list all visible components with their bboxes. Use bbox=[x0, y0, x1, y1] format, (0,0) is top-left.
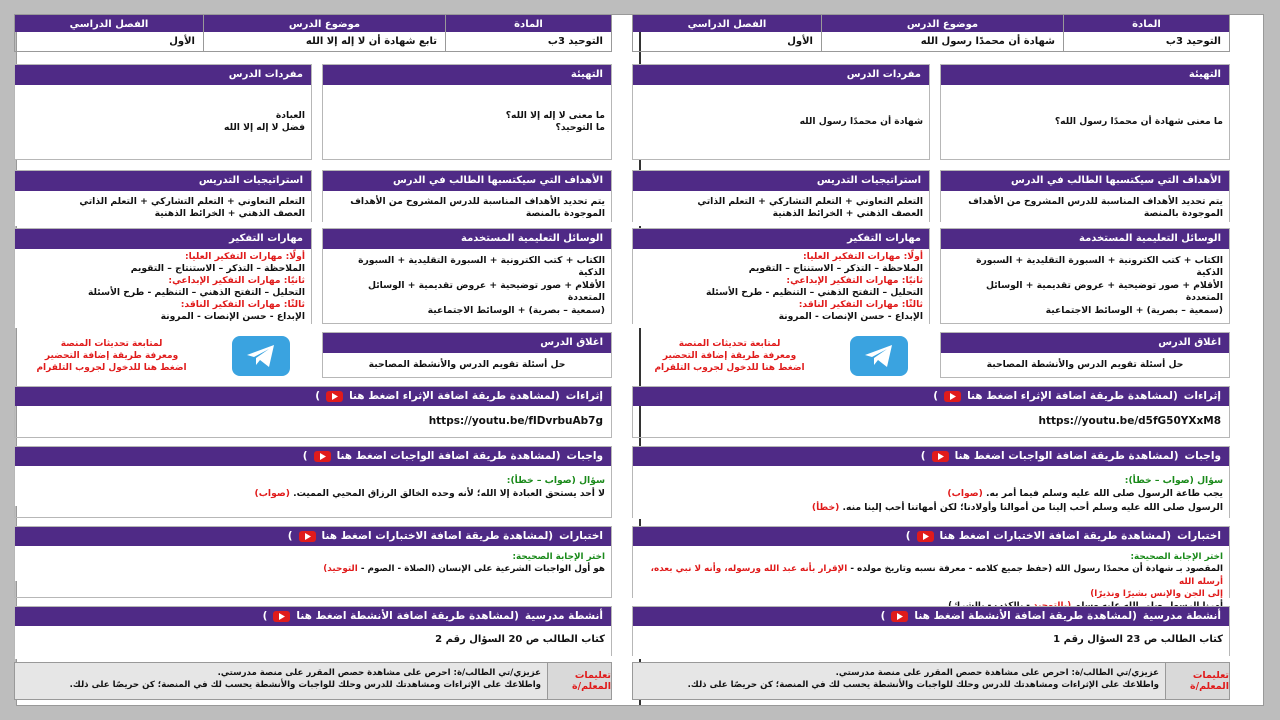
goals-title: الأهداف التي سيكتسبها الطالب في الدرس bbox=[941, 171, 1229, 191]
vocab-title: مفردات الدرس bbox=[15, 65, 311, 85]
teacher-instructions-line-2: واطلاعك على الإثراءات ومشاهدتك للدرس وحلك للواجبات والأنشطة يحسب لك في المنصة؛ كن حريصًا على ذلك. bbox=[69, 680, 541, 691]
teacher-instructions-text bbox=[15, 663, 547, 699]
youtube-icon[interactable] bbox=[299, 531, 316, 542]
warmup-title: التهيئة bbox=[941, 65, 1229, 85]
tests-close-paren: ) bbox=[287, 530, 293, 542]
lesson-page-1 bbox=[632, 14, 1230, 692]
aids-panel bbox=[940, 228, 1230, 324]
homework-q2-answer: (خطأ) bbox=[811, 501, 840, 513]
youtube-icon[interactable] bbox=[326, 391, 343, 402]
strategies-title: استراتيجيات التدريس bbox=[633, 171, 929, 191]
homework-q2-text: الرسول صلى الله عليه وسلم أحب إلينا من أموالنا وأولادنا؛ لكن أمهاتنا أحب إلينا منه. bbox=[842, 501, 1223, 513]
homework-bar bbox=[633, 447, 1229, 466]
text-line: اضغط هنا للدخول لجروب التلقرام bbox=[654, 363, 805, 374]
tests-q1-answer-cont: إلى الجن والإنس بشيرًا ونذيرًا) bbox=[1090, 588, 1223, 599]
homework-body bbox=[633, 466, 1229, 519]
goals-body bbox=[941, 191, 1229, 226]
thinking-panel bbox=[632, 228, 930, 324]
tests-choose-label: اختر الإجابة الصحيحة: bbox=[1130, 552, 1223, 562]
enrich-title: إثراءات bbox=[565, 390, 603, 402]
text-line: الأقلام + صور توضيحية + عروض تقديمية + الوسائل المتعددة bbox=[368, 279, 605, 304]
text-line: حل أسئلة تقويم الدرس والأنشطة المصاحبة bbox=[368, 359, 566, 370]
topic-cell bbox=[203, 15, 445, 51]
thinking-title: مهارات التفكير bbox=[15, 229, 311, 249]
enrich-howto-link[interactable]: (لمشاهدة طريقة اضافة الإثراء اضغط هنا bbox=[349, 390, 560, 402]
term-label: الفصل الدراسي bbox=[633, 15, 821, 32]
text-line: ومعرفة طريقة إضافة التحضير bbox=[662, 350, 797, 361]
topic-label: موضوع الدرس bbox=[204, 15, 445, 32]
text-line: اضغط هنا للدخول لجروب التلقرام bbox=[36, 363, 187, 374]
strategies-panel bbox=[14, 170, 312, 222]
activities-text: كتاب الطالب ص 23 السؤال رقم 1 bbox=[633, 626, 1229, 659]
text-line: ما معنى شهادة أن محمدًا رسول الله؟ bbox=[1054, 115, 1223, 127]
warmup-panel bbox=[940, 64, 1230, 160]
thinking-heading-3: ثالثًا: مهارات التفكير الناقد: bbox=[798, 298, 923, 310]
homework-q1-answer: (صواب) bbox=[947, 488, 983, 500]
youtube-icon[interactable] bbox=[891, 611, 908, 622]
homework-bar bbox=[15, 447, 611, 466]
text-line: ما معنى لا إله إلا الله؟ bbox=[505, 109, 605, 121]
closing-body bbox=[323, 353, 611, 376]
teacher-instructions-line-2: واطلاعك على الإثراءات ومشاهدتك للدرس وحلك للواجبات والأنشطة يحسب لك في المنصة؛ كن حريصًا على ذلك. bbox=[687, 680, 1159, 691]
subject-value: التوحيد 3ب bbox=[1165, 36, 1221, 47]
text-line: التعلم التعاوني + التعلم التشاركي + التعلم الذاتي bbox=[79, 196, 305, 207]
goals-panel bbox=[322, 170, 612, 222]
term-value: الأول bbox=[169, 36, 195, 47]
subject-label: المادة bbox=[446, 15, 611, 32]
text-line: الأقلام + صور توضيحية + عروض تقديمية + الوسائل المتعددة bbox=[986, 279, 1223, 304]
activities-close-paren: ) bbox=[262, 610, 268, 622]
youtube-icon[interactable] bbox=[917, 531, 934, 542]
homework-panel bbox=[632, 446, 1230, 518]
closing-body bbox=[941, 353, 1229, 376]
aids-body bbox=[323, 249, 611, 323]
activities-close-paren: ) bbox=[880, 610, 886, 622]
tests-q1-answer: الإقرار بأنه عبد الله ورسوله، وأنه لا نبي بعده، أرسله الله bbox=[650, 564, 1223, 587]
activities-howto-link[interactable]: (لمشاهدة طريقة اضافة الأنشطة اضغط هنا bbox=[914, 610, 1137, 622]
homework-close-paren: ) bbox=[920, 450, 926, 462]
thinking-body bbox=[15, 249, 311, 328]
teacher-instructions bbox=[14, 662, 612, 700]
tests-body bbox=[15, 546, 611, 581]
homework-howto-link[interactable]: (لمشاهدة طريقة اضافة الواجبات اضغط هنا bbox=[336, 450, 561, 462]
lesson-header bbox=[632, 14, 1230, 52]
thinking-line-1: الملاحظة – التذكر – الاستنتاج – التقويم bbox=[748, 262, 923, 274]
warmup-panel bbox=[322, 64, 612, 160]
text-line: (سمعية – بصرية) + الوسائط الاجتماعية bbox=[427, 304, 605, 316]
thinking-line-2: التحليل – التفتح الذهني – التنظيم - طرح الأسئلة bbox=[705, 286, 923, 298]
strategies-title: استراتيجيات التدريس bbox=[15, 171, 311, 191]
aids-title: الوسائل التعليمية المستخدمة bbox=[323, 229, 611, 249]
topic-value: تابع شهادة أن لا إله إلا الله bbox=[305, 36, 437, 47]
thinking-line-3: الإبداع - حسن الإنصات - المرونة bbox=[160, 310, 305, 322]
thinking-line-3: الإبداع - حسن الإنصات - المرونة bbox=[778, 310, 923, 322]
vocab-body bbox=[15, 85, 311, 159]
teacher-instructions-text bbox=[633, 663, 1165, 699]
homework-q2 bbox=[639, 501, 1223, 514]
thinking-title: مهارات التفكير bbox=[633, 229, 929, 249]
text-line: ومعرفة طريقة إضافة التحضير bbox=[44, 350, 179, 361]
topic-cell bbox=[821, 15, 1063, 51]
homework-howto-link[interactable]: (لمشاهدة طريقة اضافة الواجبات اضغط هنا bbox=[954, 450, 1179, 462]
tests-title: اختبارات bbox=[1177, 530, 1221, 542]
text-line: لمتابعة تحديثات المنصة bbox=[60, 338, 163, 349]
tests-q1-text: المقصود بـ شهادة أن محمدًا رسول الله (حفظ جميع كلامه - معرفة نسبه وتاريخ مولده - bbox=[850, 564, 1223, 575]
subject-cell bbox=[445, 15, 611, 51]
homework-q1-answer: (صواب) bbox=[254, 488, 290, 500]
activities-title: أنشطة مدرسية bbox=[1142, 610, 1221, 622]
term-label: الفصل الدراسي bbox=[15, 15, 203, 32]
strategies-body bbox=[15, 191, 311, 226]
tests-title: اختبارات bbox=[559, 530, 603, 542]
homework-question-label: سؤال (صواب – خطأ): bbox=[1124, 475, 1223, 486]
activities-bar bbox=[633, 607, 1229, 626]
vocab-panel bbox=[14, 64, 312, 160]
youtube-icon[interactable] bbox=[314, 451, 331, 462]
telegram-icon[interactable] bbox=[850, 336, 908, 376]
text-line: (سمعية – بصرية) + الوسائط الاجتماعية bbox=[1045, 304, 1223, 316]
strategies-panel bbox=[632, 170, 930, 222]
teacher-instructions-label: تعليمات المعلم/ة bbox=[547, 663, 611, 699]
activities-title: أنشطة مدرسية bbox=[524, 610, 603, 622]
thinking-heading-2: ثانيًا: مهارات التفكير الإبداعي: bbox=[786, 274, 923, 286]
telegram-promo-text[interactable] bbox=[36, 338, 186, 374]
closing-panel bbox=[322, 332, 612, 378]
telegram-icon[interactable] bbox=[232, 336, 290, 376]
closing-title: اغلاق الدرس bbox=[323, 333, 611, 353]
warmup-body bbox=[323, 85, 611, 159]
text-line: شهادة أن محمدًا رسول الله bbox=[799, 115, 923, 127]
tests-howto-link[interactable]: (لمشاهدة طريقة اضافة الاختبارات اضغط هنا bbox=[939, 530, 1172, 542]
text-line: التعلم التعاوني + التعلم التشاركي + التعلم الذاتي bbox=[697, 196, 923, 207]
tests-bar bbox=[15, 527, 611, 546]
text-line: ما التوحيد؟ bbox=[555, 122, 605, 133]
term-cell bbox=[15, 15, 203, 51]
text-line: يتم تحديد الأهداف المناسبة للدرس المشروح من الأهداف الموجودة بالمنصة bbox=[350, 196, 605, 220]
homework-panel bbox=[14, 446, 612, 518]
thinking-heading-3: ثالثًا: مهارات التفكير الناقد: bbox=[180, 298, 305, 310]
activities-panel bbox=[14, 606, 612, 656]
thinking-panel bbox=[14, 228, 312, 324]
homework-q1-text: يجب طاعة الرسول صلى الله عليه وسلم فيما أمر به. bbox=[986, 488, 1223, 500]
goals-panel bbox=[940, 170, 1230, 222]
aids-body bbox=[941, 249, 1229, 323]
thinking-line-2: التحليل – التفتح الذهني – التنظيم - طرح الأسئلة bbox=[87, 286, 305, 298]
term-cell bbox=[633, 15, 821, 51]
warmup-body bbox=[941, 85, 1229, 159]
tests-q1-answer: التوحيد) bbox=[323, 564, 358, 575]
vocab-title: مفردات الدرس bbox=[633, 65, 929, 85]
teacher-instructions-label: تعليمات المعلم/ة bbox=[1165, 663, 1229, 699]
aids-panel bbox=[322, 228, 612, 324]
teacher-instructions-line-1: عزيزي/تي الطالب/ة: احرص على مشاهدة حصص المقرر على منصة مدرستي. bbox=[217, 668, 541, 678]
text-line: لمتابعة تحديثات المنصة bbox=[678, 338, 781, 349]
enrich-bar bbox=[15, 387, 611, 406]
enrich-panel bbox=[632, 386, 1230, 438]
warmup-title: التهيئة bbox=[323, 65, 611, 85]
thinking-heading-1: أولًا: مهارات التفكير العليا: bbox=[184, 251, 305, 262]
tests-panel bbox=[14, 526, 612, 598]
homework-q1 bbox=[21, 487, 605, 500]
youtube-icon[interactable] bbox=[932, 451, 949, 462]
tests-q1-text: هو أول الواجبات الشرعية على الإنسان (الصلاة - الصوم - bbox=[360, 564, 605, 575]
subject-value: التوحيد 3ب bbox=[547, 36, 603, 47]
enrich-title: إثراءات bbox=[1183, 390, 1221, 402]
text-line: فضل لا إله إلا الله bbox=[224, 122, 305, 133]
tests-choose-label: اختر الإجابة الصحيحة: bbox=[512, 552, 605, 562]
thinking-heading-1: أولًا: مهارات التفكير العليا: bbox=[802, 251, 923, 262]
telegram-promo[interactable] bbox=[14, 332, 312, 380]
enrich-panel bbox=[14, 386, 612, 438]
subject-label: المادة bbox=[1064, 15, 1229, 32]
term-value: الأول bbox=[787, 36, 813, 47]
youtube-icon[interactable] bbox=[944, 391, 961, 402]
lesson-header bbox=[14, 14, 612, 52]
text-line: العصف الذهني + الخرائط الذهنية bbox=[154, 208, 305, 220]
activities-howto-link[interactable]: (لمشاهدة طريقة اضافة الأنشطة اضغط هنا bbox=[296, 610, 519, 622]
vocab-panel bbox=[632, 64, 930, 160]
tests-bar bbox=[633, 527, 1229, 546]
tests-q1 bbox=[639, 563, 1223, 588]
homework-q1 bbox=[639, 487, 1223, 500]
homework-title: واجبات bbox=[566, 450, 603, 462]
closing-title: اغلاق الدرس bbox=[941, 333, 1229, 353]
tests-panel bbox=[632, 526, 1230, 598]
homework-question-label: سؤال (صواب – خطأ): bbox=[506, 475, 605, 486]
text-line: يتم تحديد الأهداف المناسبة للدرس المشروح من الأهداف الموجودة بالمنصة bbox=[968, 196, 1223, 220]
thinking-body bbox=[633, 249, 929, 328]
goals-body bbox=[323, 191, 611, 226]
text-line: الكتاب + كتب الكترونية + السبورة التقليدية + السبورة الذكية bbox=[976, 254, 1223, 279]
homework-title: واجبات bbox=[1184, 450, 1221, 462]
thinking-heading-2: ثانيًا: مهارات التفكير الإبداعي: bbox=[168, 274, 305, 286]
tests-howto-link[interactable]: (لمشاهدة طريقة اضافة الاختبارات اضغط هنا bbox=[321, 530, 554, 542]
homework-body bbox=[15, 466, 611, 506]
topic-value: شهادة أن محمدًا رسول الله bbox=[920, 36, 1055, 47]
text-line: العبادة bbox=[275, 109, 305, 121]
teacher-instructions bbox=[632, 662, 1230, 700]
enrich-url[interactable]: https://youtu.be/fIDvrbuAb7g bbox=[428, 415, 603, 427]
text-line: حل أسئلة تقويم الدرس والأنشطة المصاحبة bbox=[986, 359, 1184, 370]
thinking-line-1: الملاحظة – التذكر – الاستنتاج – التقويم bbox=[130, 262, 305, 274]
enrich-close-paren: ) bbox=[315, 390, 321, 402]
lesson-page-2 bbox=[14, 14, 612, 692]
topic-label: موضوع الدرس bbox=[822, 15, 1063, 32]
vocab-body bbox=[633, 85, 929, 159]
homework-close-paren: ) bbox=[302, 450, 308, 462]
text-line: الكتاب + كتب الكترونية + السبورة التقليدية + السبورة الذكية bbox=[358, 254, 605, 279]
homework-q1-text: لا أحد يستحق العبادة إلا الله؛ لأنه وحده الخالق الرزاق المحيي المميت. bbox=[293, 488, 605, 500]
enrich-close-paren: ) bbox=[933, 390, 939, 402]
activities-bar bbox=[15, 607, 611, 626]
enrich-bar bbox=[633, 387, 1229, 406]
tests-q1 bbox=[21, 563, 605, 575]
aids-title: الوسائل التعليمية المستخدمة bbox=[941, 229, 1229, 249]
text-line: العصف الذهني + الخرائط الذهنية bbox=[772, 208, 923, 220]
enrich-url[interactable]: https://youtu.be/d5fG50YXxM8 bbox=[1038, 415, 1221, 427]
enrich-howto-link[interactable]: (لمشاهدة طريقة اضافة الإثراء اضغط هنا bbox=[967, 390, 1178, 402]
activities-panel bbox=[632, 606, 1230, 656]
teacher-instructions-line-1: عزيزي/تي الطالب/ة: احرص على مشاهدة حصص المقرر على منصة مدرستي. bbox=[835, 668, 1159, 678]
subject-cell bbox=[1063, 15, 1229, 51]
telegram-promo-text[interactable] bbox=[654, 338, 804, 374]
tests-close-paren: ) bbox=[905, 530, 911, 542]
goals-title: الأهداف التي سيكتسبها الطالب في الدرس bbox=[323, 171, 611, 191]
strategies-body bbox=[633, 191, 929, 226]
closing-panel bbox=[940, 332, 1230, 378]
youtube-icon[interactable] bbox=[273, 611, 290, 622]
activities-text: كتاب الطالب ص 20 السؤال رقم 2 bbox=[15, 626, 611, 659]
telegram-promo[interactable] bbox=[632, 332, 930, 380]
